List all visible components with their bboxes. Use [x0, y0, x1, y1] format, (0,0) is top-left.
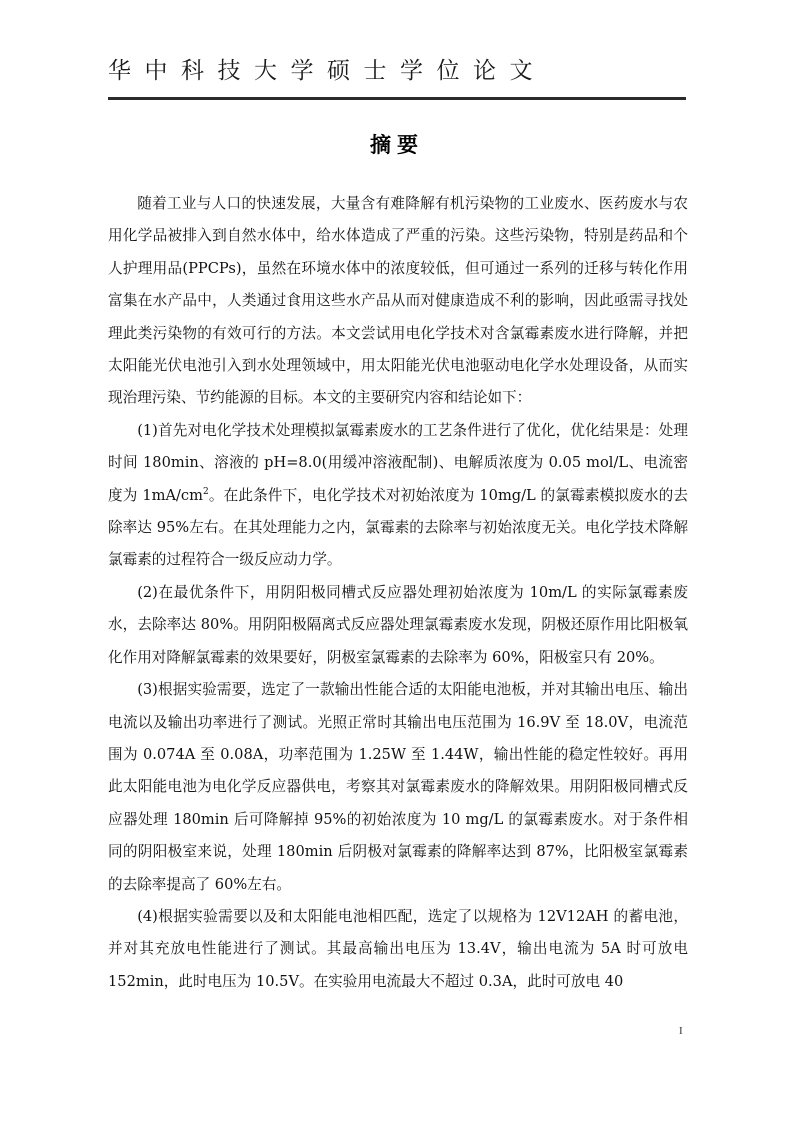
abstract-paragraph-4: (4)根据实验需要以及和太阳能电池相匹配，选定了以规格为 12V12AH 的蓄电池，并对其充放电性能进行了测试。其最高输出电压为 13.4V，输出电流为 5A 时可放电 152min，此时电压为 10.5V。在实验用电流最大不超过 0.3A，此时可放电 40 — [108, 907, 688, 990]
header-rule — [108, 97, 686, 100]
running-header — [108, 54, 688, 88]
abstract-intro-paragraph: 随着工业与人口的快速发展，大量含有难降解有机污染物的工业废水、医药废水与农用化学品被排入到自然水体中，给水体造成了严重的污染。这些污染物，特别是药品和个人护理用品(PPCPs)，虽然在环境水体中的浓度较低，但可通过一系列的迁移与转化作用富集在水产品中，人类通过食用这些水产品从而对健康造成不利的影响，因此亟需寻找处理此类污染物的有效可行的方法。本文尝试用电化学技术对含氯霉素废水进行降解，并把太阳能光伏电池引入到水处理领域中，用太阳能光伏电池驱动电化学水处理设备，从而实现治理污染、节约能源的目标。本文的主要研究内容和结论如下： — [108, 195, 688, 407]
paragraph-1-text-a: (1)首先对电化学技术处理模拟氯霉素废水的工艺条件进行了优化，优化结果是：处理时间 180min、溶液的 pH=8.0(用缓冲溶液配制)、电解质浓度为 0.05 mol/L、电流密度为 1mA/cm — [108, 421, 688, 504]
superscript-2: 2 — [202, 486, 209, 497]
abstract-body — [108, 188, 688, 998]
paragraph-1-text-b: 。在此条件下，电化学技术对初始浓度为 10mg/L 的氯霉素模拟废水的去除率达 95%左右。在其处理能力之内，氯霉素的去除率与初始浓度无关。电化学技术降解氯霉素的过程符合一级反应动力学。 — [108, 486, 689, 569]
abstract-paragraph-2: (2)在最优条件下，用阴阳极同槽式反应器处理初始浓度为 10m/L 的实际氯霉素废水，去除率达 80%。用阴阳极隔离式反应器处理氯霉素废水发现，阴极还原作用比阳极氧化作用对降解氯霉素的效果要好，阴极室氯霉素的去除率为 60%，阳极室只有 20%。 — [108, 583, 688, 666]
header-title: 华中科技大学硕士学位论文 — [108, 58, 546, 84]
abstract-paragraph-1 — [108, 415, 688, 577]
section-title: 摘要 — [370, 133, 424, 157]
page-number: I — [679, 1025, 683, 1037]
abstract-paragraph-3: (3)根据实验需要，选定了一款输出性能合适的太阳能电池板，并对其输出电压、输出电流以及输出功率进行了测试。光照正常时其输出电压范围为 16.9V 至 18.0V，电流范围为 0.074A 至 0.08A，功率范围为 1.25W 至 1.44W，输出性能的稳定性较好。再用此太阳能电池为电化学反应器供电，考察其对氯霉素废水的降解效果。用阴阳极同槽式反应器处理 180min 后可降解掉 95%的初始浓度为 10 mg/L 的氯霉素废水。对于条件相同的阴阳极室来说，处理 180min 后阴极对氯霉素的降解率达到 87%，比阳极室氯霉素的去除率提高了 60%左右。 — [108, 681, 688, 893]
